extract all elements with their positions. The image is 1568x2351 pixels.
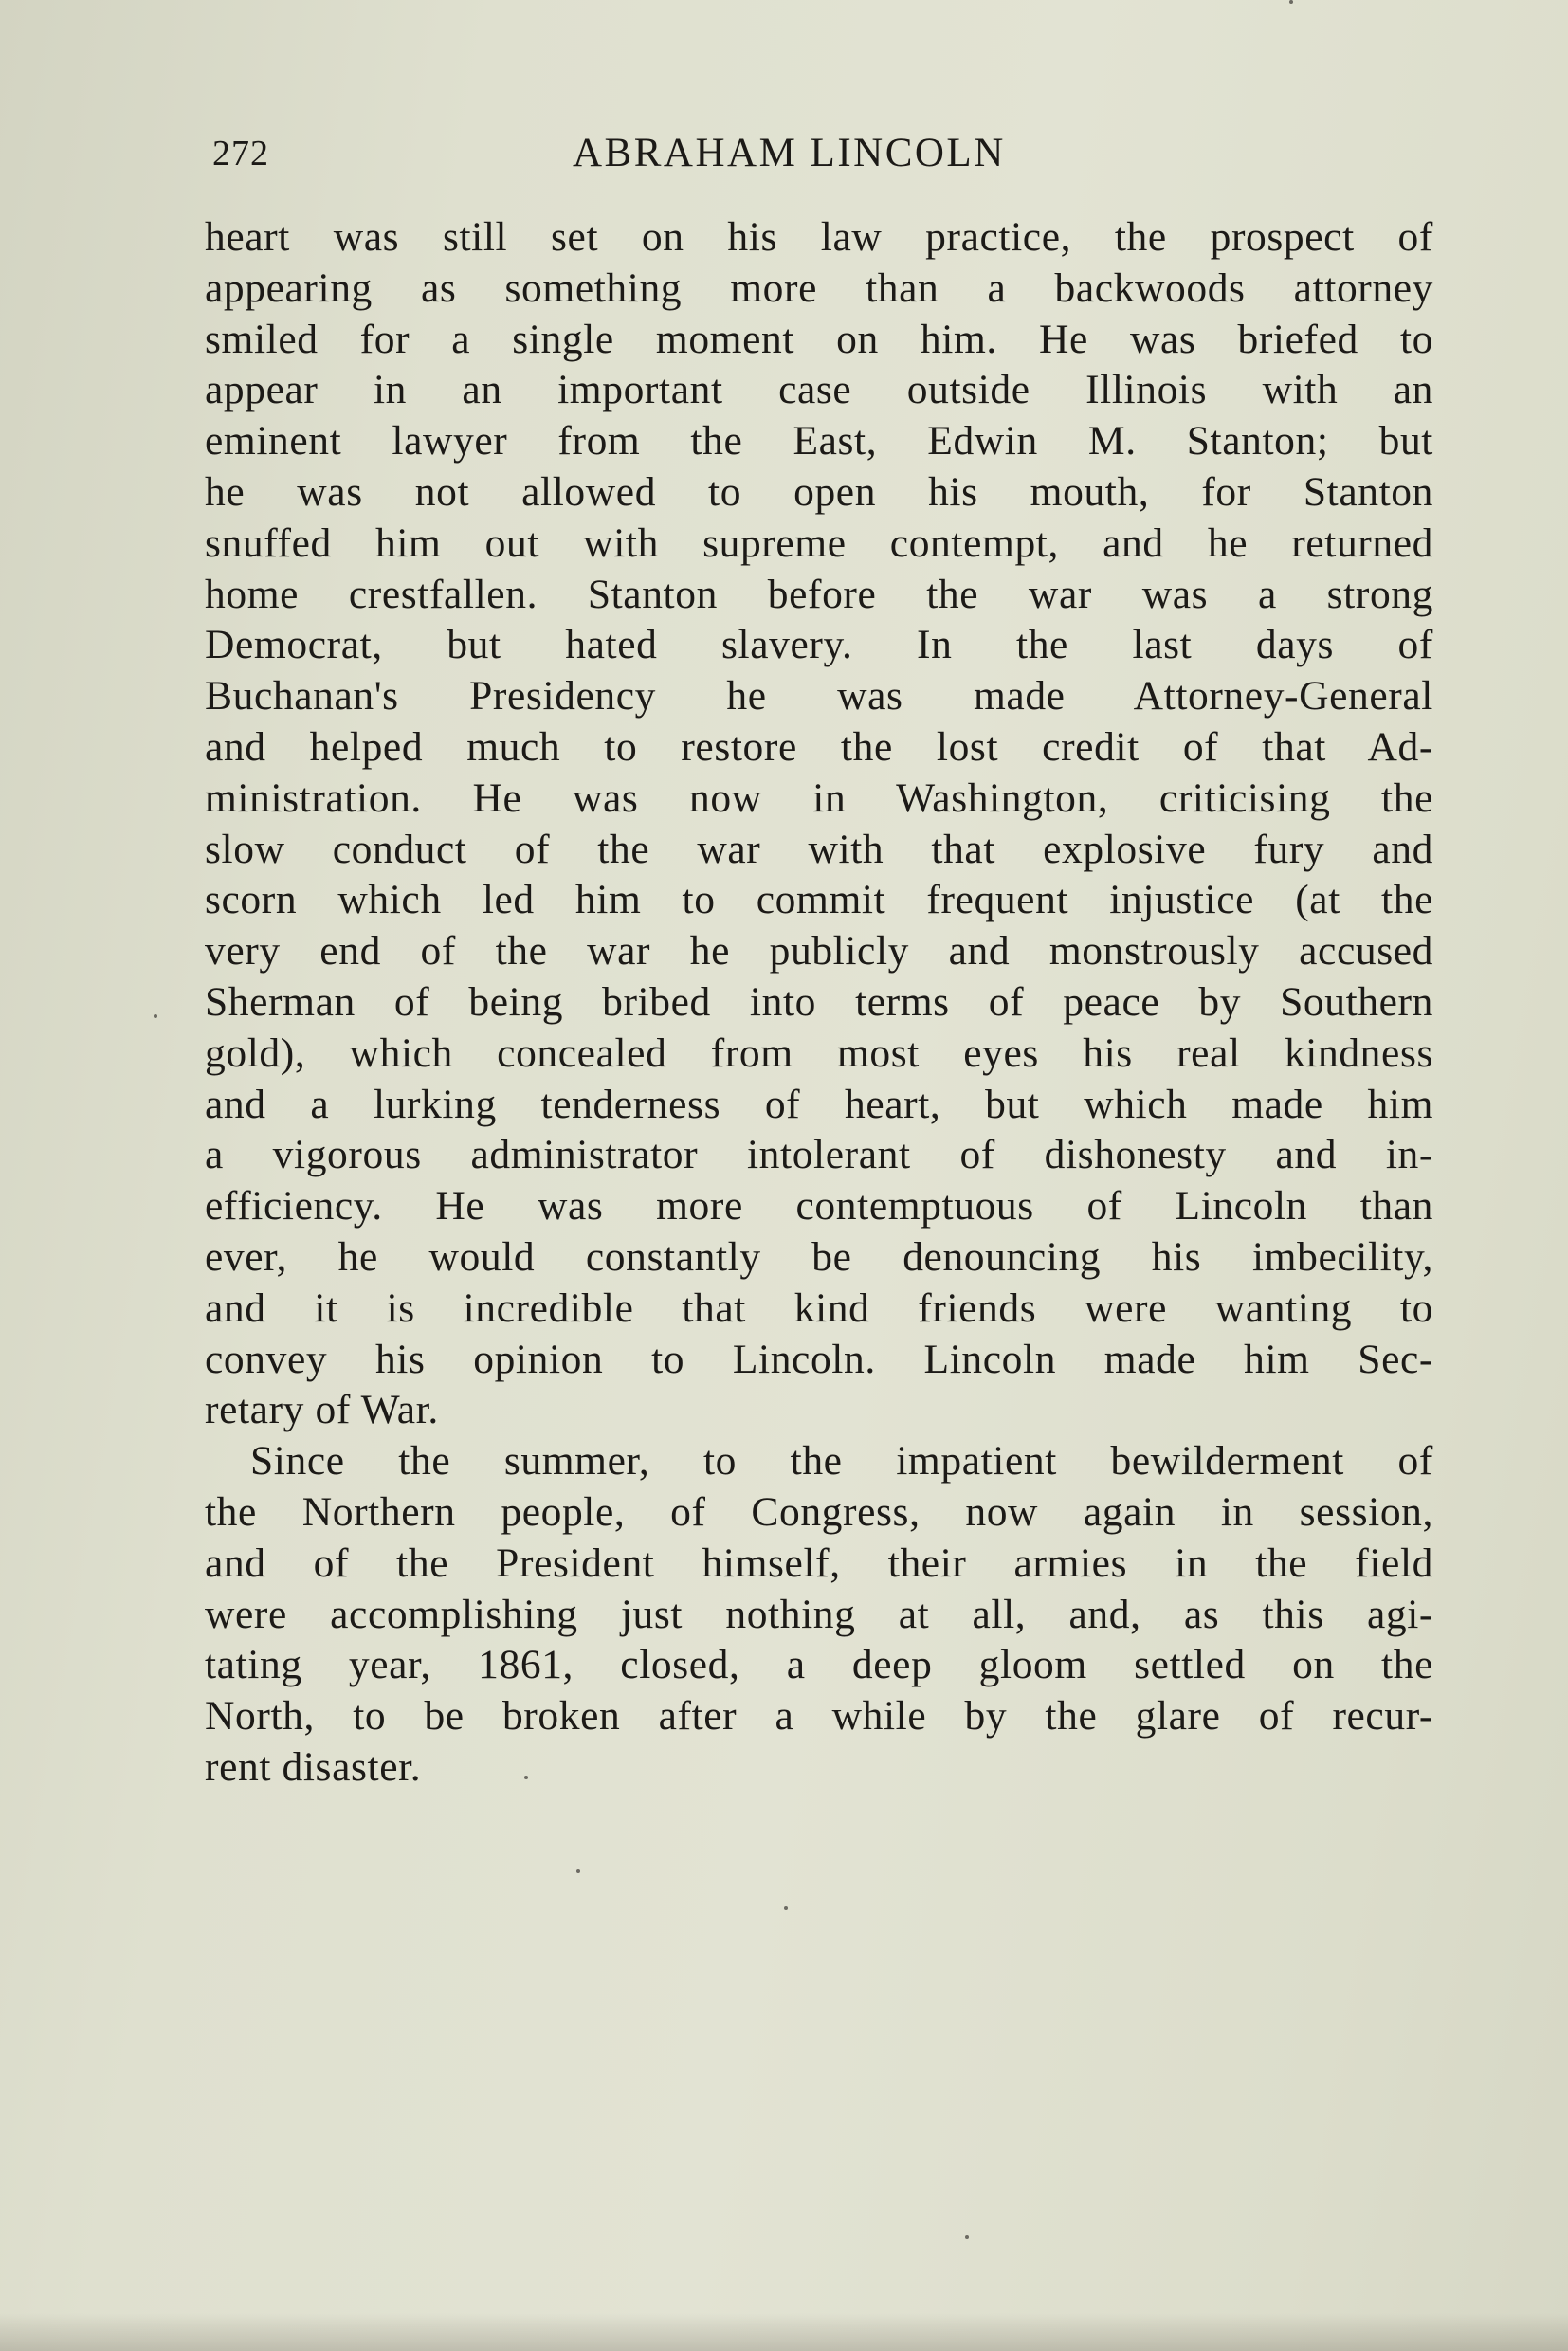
paragraph-2 <box>205 1436 1433 1794</box>
text-line: home crestfallen. Stanton before the war was a strong <box>205 571 1433 617</box>
text-line: gold), which concealed from most eyes his real kindness <box>205 1030 1433 1076</box>
page-edge-shadow <box>0 2313 1568 2351</box>
text-line: appearing as something more than a backwoods attorney <box>205 264 1433 311</box>
text-line: rent disaster. <box>205 1743 422 1790</box>
paper-speck <box>965 2235 969 2239</box>
text-line: Democrat, but hated slavery. In the last days of <box>205 622 1433 668</box>
paragraph-1 <box>205 212 1433 1436</box>
text-line: retary of War. <box>205 1387 439 1433</box>
text-line: slow conduct of the war with that explosive fury and <box>205 826 1433 872</box>
text-line: the Northern people, of Congress, now again in session, <box>205 1488 1433 1535</box>
text-line: efficiency. He was more contemptuous of Lincoln than <box>205 1183 1433 1230</box>
text-line: tating year, 1861, closed, a deep gloom settled on the <box>205 1642 1433 1688</box>
text-line: ministration. He was now in Washington, criticising the <box>205 775 1433 821</box>
paper-speck <box>524 1776 528 1779</box>
paper-speck <box>154 1014 157 1018</box>
paper-speck <box>576 1869 580 1873</box>
text-line: Since the summer, to the impatient bewilderment of <box>250 1438 1433 1485</box>
text-line: and helped much to restore the lost credit of that Ad- <box>205 723 1433 770</box>
text-line: appear in an important case outside Illinois with an <box>205 367 1433 413</box>
text-line: ever, he would constantly be denouncing his imbecility, <box>205 1233 1433 1280</box>
paper-speck <box>1289 0 1293 4</box>
text-line: eminent lawyer from the East, Edwin M. Stanton; but <box>205 418 1433 465</box>
text-line: and of the President himself, their armies in the field <box>205 1540 1433 1586</box>
page-number: 272 <box>212 134 269 173</box>
text-line: convey his opinion to Lincoln. Lincoln made him Sec- <box>205 1336 1433 1382</box>
running-head <box>212 125 1289 182</box>
text-line: he was not allowed to open his mouth, for Stanton <box>205 468 1433 515</box>
text-line: Sherman of being bribed into terms of peace by Southern <box>205 978 1433 1025</box>
text-line: Buchanan's Presidency he was made Attorney-General <box>205 673 1433 720</box>
text-line: North, to be broken after a while by the glare of recur- <box>205 1693 1433 1740</box>
running-title: ABRAHAM LINCOLN <box>573 131 1006 175</box>
text-line: and a lurking tenderness of heart, but which made him <box>205 1081 1433 1127</box>
text-line: were accomplishing just nothing at all, and, as this agi- <box>205 1591 1433 1637</box>
text-line: heart was still set on his law practice, the prospect of <box>205 214 1433 260</box>
text-line: very end of the war he publicly and monstrously accused <box>205 928 1433 975</box>
text-line: snuffed him out with supreme contempt, and he returned <box>205 519 1433 566</box>
body-text <box>205 212 1433 1794</box>
text-line: and it is incredible that kind friends were wanting to <box>205 1285 1433 1331</box>
text-line: a vigorous administrator intolerant of dishonesty and in- <box>205 1132 1433 1178</box>
text-line: scorn which led him to commit frequent injustice (at the <box>205 877 1433 923</box>
paper-speck <box>784 1906 788 1910</box>
text-line: smiled for a single moment on him. He was briefed to <box>205 316 1433 362</box>
